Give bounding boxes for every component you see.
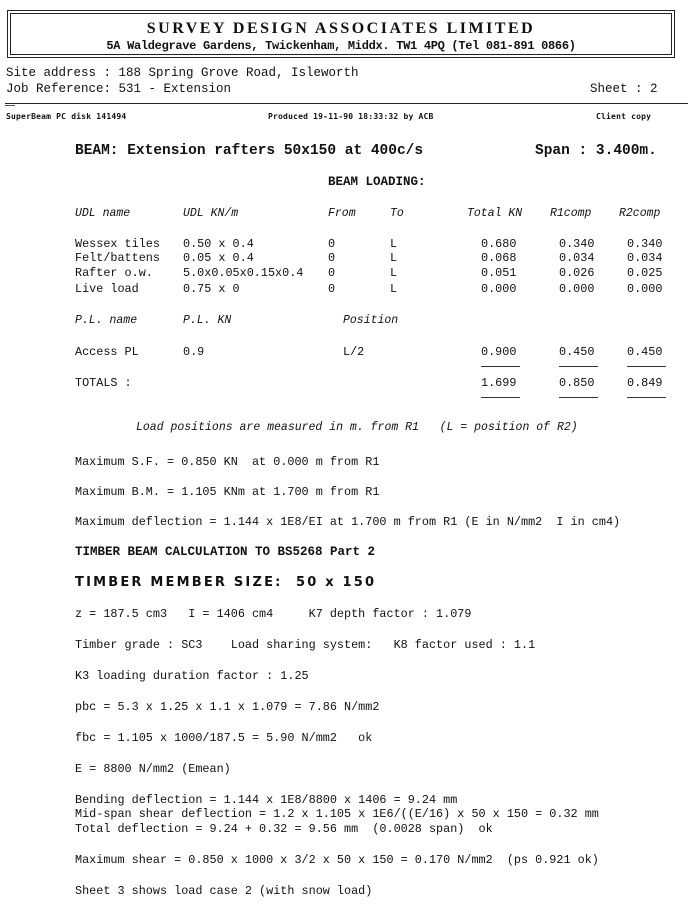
udl-name: Wessex tiles bbox=[75, 237, 160, 251]
totals-r1: 0.850 bbox=[559, 376, 595, 390]
max-bending-moment: Maximum B.M. = 1.105 KNm at 1.700 m from R1 bbox=[75, 485, 380, 499]
udl-total: 0.068 bbox=[481, 251, 517, 265]
udl-r2: 0.025 bbox=[627, 266, 663, 280]
udl-name: Live load bbox=[75, 282, 139, 296]
beam-title: BEAM: Extension rafters 50x150 at 400c/s bbox=[75, 143, 424, 159]
sheet-number: Sheet : 2 bbox=[590, 82, 658, 96]
totals-label: TOTALS : bbox=[75, 376, 132, 390]
udl-r1: 0.034 bbox=[559, 251, 595, 265]
udl-value: 0.50 x 0.4 bbox=[183, 237, 254, 251]
total-underline bbox=[481, 397, 520, 398]
header-divider-stub bbox=[5, 105, 15, 106]
udl-r2: 0.034 bbox=[627, 251, 663, 265]
col-header-r1comp: R1comp bbox=[550, 207, 592, 220]
timber-member-size: TIMBER MEMBER SIZE: 50 x 150 bbox=[75, 575, 377, 590]
max-shear: Maximum shear = 0.850 x 1000 x 3/2 x 50 x 150 = 0.170 N/mm2 (ps 0.921 ok) bbox=[75, 853, 599, 867]
udl-value: 5.0x0.05x0.15x0.4 bbox=[183, 266, 304, 280]
letterhead-box bbox=[7, 10, 675, 58]
total-deflection: Total deflection = 9.24 + 0.32 = 9.56 mm (0.0028 span) ok bbox=[75, 822, 493, 836]
col-header-total: Total KN bbox=[467, 207, 523, 220]
udl-r1: 0.026 bbox=[559, 266, 595, 280]
udl-from: 0 bbox=[328, 282, 336, 296]
shear-deflection: Mid-span shear deflection = 1.2 x 1.105 x 1E6/((E/16) x 50 x 150 = 0.32 mm bbox=[75, 807, 599, 821]
pl-r1: 0.450 bbox=[559, 345, 595, 359]
col-header-to: To bbox=[390, 207, 404, 220]
disk-id: SuperBeam PC disk 141494 bbox=[6, 112, 127, 121]
udl-r1: 0.340 bbox=[559, 237, 595, 251]
udl-to: L bbox=[390, 251, 398, 265]
subtotal-underline bbox=[481, 366, 520, 367]
totals-total: 1.699 bbox=[481, 376, 517, 390]
udl-from: 0 bbox=[328, 251, 336, 265]
section-properties: z = 187.5 cm3 I = 1406 cm4 K7 depth factor : 1.079 bbox=[75, 607, 472, 621]
totals-r2: 0.849 bbox=[627, 376, 663, 390]
k3-factor: K3 loading duration factor : 1.25 bbox=[75, 669, 309, 683]
udl-total: 0.680 bbox=[481, 237, 517, 251]
udl-name: Felt/battens bbox=[75, 251, 160, 265]
col-header-r2comp: R2comp bbox=[619, 207, 661, 220]
udl-r2: 0.000 bbox=[627, 282, 663, 296]
udl-to: L bbox=[390, 237, 398, 251]
pl-name: Access PL bbox=[75, 345, 139, 359]
udl-r1: 0.000 bbox=[559, 282, 595, 296]
max-shear-force: Maximum S.F. = 0.850 KN at 0.000 m from R1 bbox=[75, 455, 380, 469]
col-header-from: From bbox=[328, 207, 356, 220]
company-address: 5A Waldegrave Gardens, Twickenham, Middx. TW1 4PQ (Tel 081-891 0866) bbox=[106, 39, 576, 53]
udl-total: 0.051 bbox=[481, 266, 517, 280]
copy-label: Client copy bbox=[596, 112, 652, 121]
produced-stamp: Produced 19-11-90 18:33:32 by ACB bbox=[268, 112, 434, 121]
subtotal-underline bbox=[627, 366, 666, 367]
beam-span: Span : 3.400m. bbox=[535, 143, 657, 159]
next-sheet-note: Sheet 3 shows load case 2 (with snow load) bbox=[75, 884, 373, 898]
col-header-udl-kn: UDL KN/m bbox=[183, 207, 239, 220]
col-header-pl-kn: P.L. KN bbox=[183, 314, 232, 327]
udl-to: L bbox=[390, 266, 398, 280]
udl-to: L bbox=[390, 282, 398, 296]
max-deflection: Maximum deflection = 1.144 x 1E8/EI at 1.700 m from R1 (E in N/mm2 I in cm4) bbox=[75, 515, 621, 529]
udl-from: 0 bbox=[328, 266, 336, 280]
company-name: SURVEY DESIGN ASSOCIATES LIMITED bbox=[146, 20, 536, 37]
e-modulus: E = 8800 N/mm2 (Emean) bbox=[75, 762, 231, 776]
subtotal-underline bbox=[559, 366, 598, 367]
pbc-calc: pbc = 5.3 x 1.25 x 1.1 x 1.079 = 7.86 N/mm2 bbox=[75, 700, 380, 714]
pl-total: 0.900 bbox=[481, 345, 517, 359]
col-header-position: Position bbox=[343, 314, 399, 327]
col-header-udl-name: UDL name bbox=[75, 207, 131, 220]
fbc-calc: fbc = 1.105 x 1000/187.5 = 5.90 N/mm2 ok bbox=[75, 731, 373, 745]
job-reference: Job Reference: 531 - Extension bbox=[6, 82, 232, 96]
header-divider bbox=[5, 103, 688, 104]
total-underline bbox=[559, 397, 598, 398]
pl-position: L/2 bbox=[343, 345, 365, 359]
udl-value: 0.05 x 0.4 bbox=[183, 251, 254, 265]
site-address: Site address : 188 Spring Grove Road, Isleworth bbox=[6, 66, 359, 80]
udl-from: 0 bbox=[328, 237, 336, 251]
udl-total: 0.000 bbox=[481, 282, 517, 296]
bending-deflection: Bending deflection = 1.144 x 1E8/8800 x 1406 = 9.24 mm bbox=[75, 793, 458, 807]
pl-r2: 0.450 bbox=[627, 345, 663, 359]
timber-grade: Timber grade : SC3 Load sharing system: K8 factor used : 1.1 bbox=[75, 638, 536, 652]
udl-value: 0.75 x 0 bbox=[183, 282, 240, 296]
total-underline bbox=[627, 397, 666, 398]
udl-name: Rafter o.w. bbox=[75, 266, 153, 280]
load-position-note: Load positions are measured in m. from R1 (L = position of R2) bbox=[136, 421, 578, 434]
timber-calc-heading: TIMBER BEAM CALCULATION TO BS5268 Part 2 bbox=[75, 545, 376, 559]
udl-r2: 0.340 bbox=[627, 237, 663, 251]
beam-loading-heading: BEAM LOADING: bbox=[328, 175, 426, 189]
col-header-pl-name: P.L. name bbox=[75, 314, 138, 327]
pl-kn: 0.9 bbox=[183, 345, 205, 359]
